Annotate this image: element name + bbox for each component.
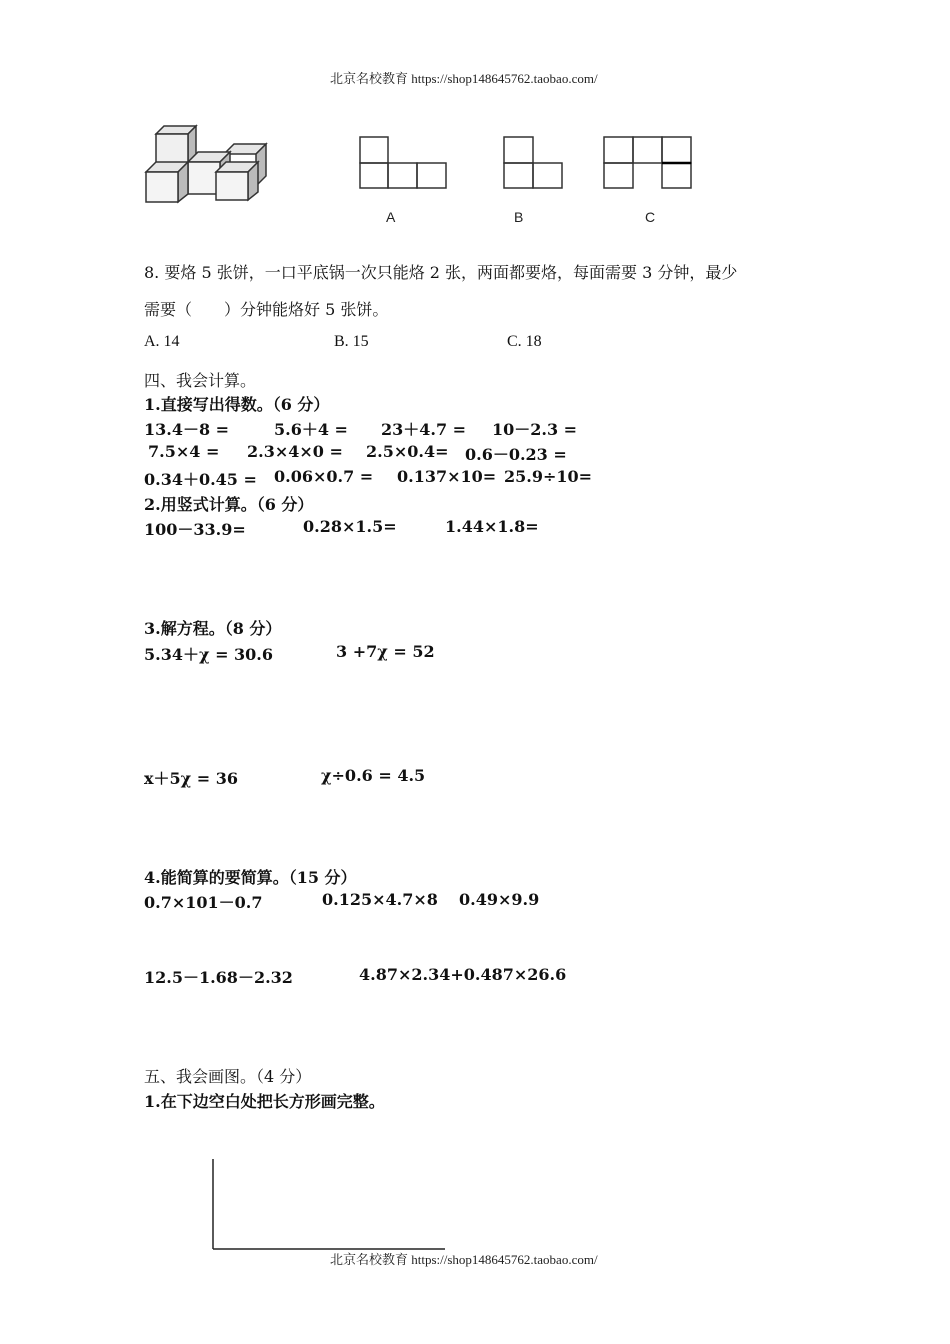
equation-3: x＋5χ = 36 <box>144 769 239 788</box>
section-4-part2-title: 2.用竖式计算。（6 分） <box>144 495 314 514</box>
section-5-title: 五、我会画图。（4 分） <box>144 1067 312 1086</box>
calc-r1c4: 10－2.3 = <box>492 420 578 439</box>
calc-r2c1: 7.5×4 = <box>148 442 220 461</box>
simplify-2: 0.125×4.7×8 <box>322 890 438 909</box>
page-footer: 北京名校教育 https://shop148645762.taobao.com/ <box>330 1252 598 1267</box>
calc-r3c4: 25.9÷10= <box>504 467 593 486</box>
equation-1: 5.34＋χ = 30.6 <box>144 645 274 664</box>
vertical-calc-2: 0.28×1.5= <box>303 517 397 536</box>
simplify-5: 4.87×2.34+0.487×26.6 <box>359 965 567 984</box>
q8-line2: 需要（ ）分钟能烙好 5 张饼。 <box>144 300 389 319</box>
calc-r1c1: 13.4－8 = <box>144 420 230 439</box>
view-a-figure <box>359 136 449 190</box>
calc-r2c3: 2.5×0.4= <box>366 442 449 461</box>
calc-r3c2: 0.06×0.7 = <box>274 467 374 486</box>
calc-r2c4: 0.6－0.23 = <box>465 445 567 464</box>
q8-option-c: C. 18 <box>507 333 542 350</box>
view-c-figure <box>603 136 695 190</box>
calc-r2c2: 2.3×4×0 = <box>247 442 343 461</box>
simplify-1: 0.7×101－0.7 <box>144 893 263 912</box>
page-header: 北京名校教育 https://shop148645762.taobao.com/ <box>330 71 598 86</box>
section-4-part4-title: 4.能简算的要简算。（15 分） <box>144 868 357 887</box>
calc-r3c3: 0.137×10= <box>397 467 497 486</box>
calc-r1c2: 5.6＋4 = <box>274 420 348 439</box>
rectangle-corner-figure <box>211 1157 451 1253</box>
section-4-part3-title: 3.解方程。（8 分） <box>144 619 282 638</box>
option-a-label: A <box>386 209 396 225</box>
section-5-q1: 1.在下边空白处把长方形画完整。 <box>144 1092 385 1111</box>
vertical-calc-3: 1.44×1.8= <box>445 517 539 536</box>
section-4-part1-title: 1.直接写出得数。（6 分） <box>144 395 330 414</box>
vertical-calc-1: 100－33.9= <box>144 520 246 539</box>
calc-r3c1: 0.34＋0.45 = <box>144 470 257 489</box>
q8-line1: 8. 要烙 5 张饼，一口平底锅一次只能烙 2 张，两面都要烙，每面需要 3 分钟，最少 <box>144 263 738 282</box>
view-b-figure <box>503 136 565 190</box>
calc-r1c3: 23＋4.7 = <box>381 420 467 439</box>
section-4-title: 四、我会计算。 <box>144 371 257 390</box>
q8-option-a: A. 14 <box>144 333 180 350</box>
option-c-label: C <box>645 209 656 225</box>
simplify-3: 0.49×9.9 <box>459 890 540 909</box>
q8-option-b: B. 15 <box>334 333 369 350</box>
option-b-label: B <box>514 209 524 225</box>
equation-4: χ÷0.6 = 4.5 <box>321 766 426 785</box>
cube-stack-figure <box>142 124 272 209</box>
equation-2: 3 +7χ = 52 <box>336 642 435 661</box>
simplify-4: 12.5－1.68－2.32 <box>144 968 293 987</box>
